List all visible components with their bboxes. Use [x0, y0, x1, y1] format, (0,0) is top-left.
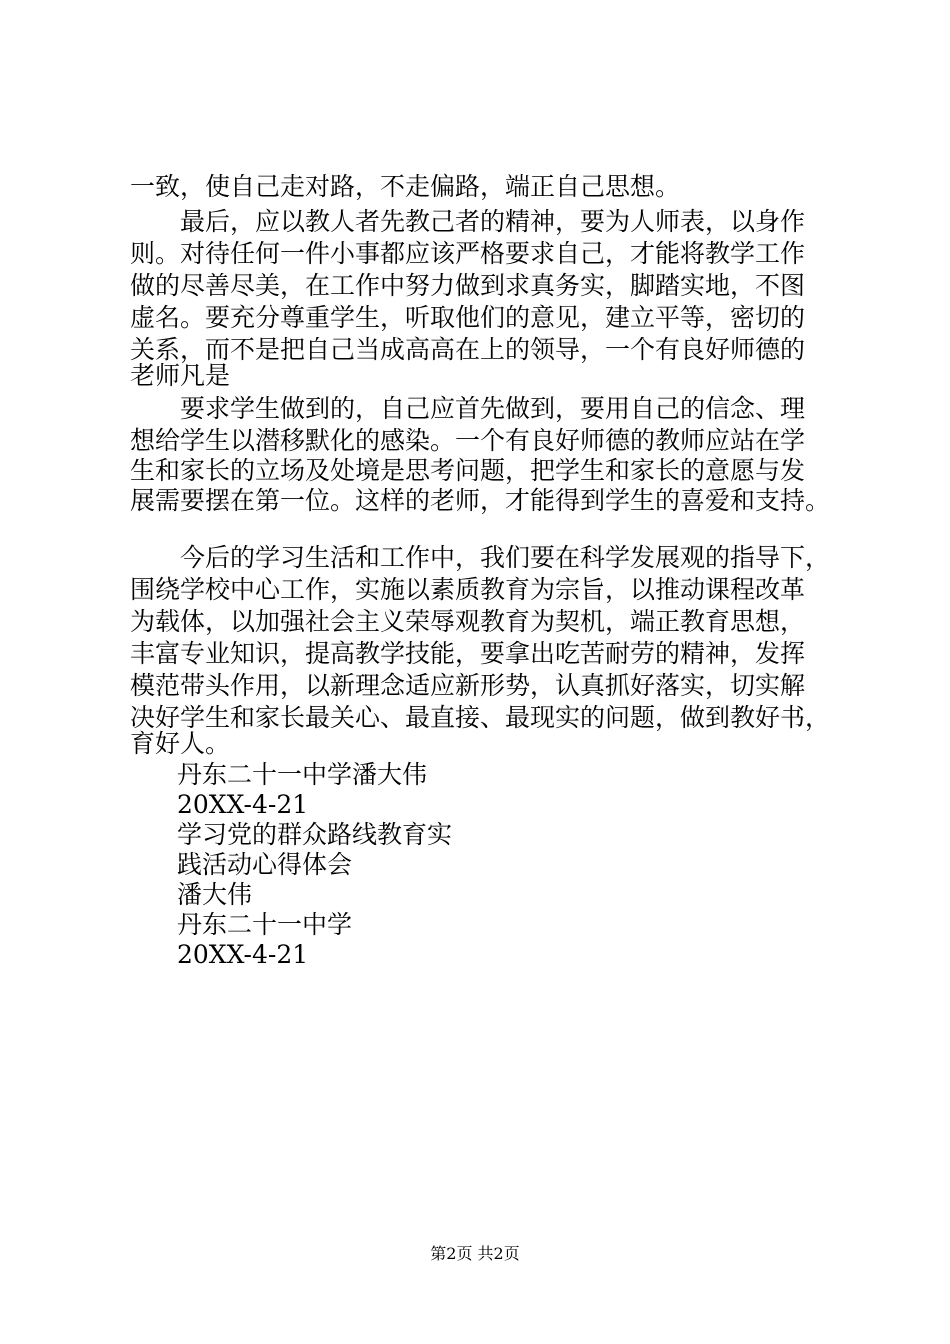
- paragraph-line: 围绕学校中心工作，实施以素质教育为宗旨，以推动课程改革: [130, 575, 806, 604]
- paragraph-line: 关系，而不是把自己当成高高在上的领导，一个有良好师德的: [130, 335, 806, 364]
- signature-title-line: 学习党的群众路线教育实: [177, 820, 453, 849]
- signature-author: 潘大伟: [177, 880, 253, 909]
- signature-title-line: 践活动心得体会: [177, 850, 353, 879]
- signature-date: 20XX-4-21: [177, 790, 309, 819]
- signature-date: 20XX-4-21: [177, 940, 309, 969]
- paragraph-line: 育好人。: [130, 729, 231, 758]
- paragraph-line: 模范带头作用，以新理念适应新形势，认真抓好落实，切实解: [130, 671, 806, 700]
- paragraph-line: 为载体，以加强社会主义荣辱观教育为契机，端正教育思想，: [130, 607, 806, 636]
- paragraph-line: 一致，使自己走对路，不走偏路，端正自己思想。: [130, 172, 681, 201]
- page-number-footer: 第2页 共2页: [430, 1244, 520, 1263]
- signature-school: 丹东二十一中学: [177, 910, 353, 939]
- paragraph-line: 要求学生做到的，自己应首先做到，要用自己的信念、理: [180, 394, 806, 423]
- paragraph-line: 做的尽善尽美，在工作中努力做到求真务实，脚踏实地，不图: [130, 271, 806, 300]
- signature-author-school: 丹东二十一中学潘大伟: [177, 760, 428, 789]
- paragraph-line: 生和家长的立场及处境是思考问题，把学生和家长的意愿与发: [130, 456, 806, 485]
- paragraph-line: 决好学生和家长最关心、最直接、最现实的问题，做到教好书，: [130, 703, 831, 732]
- paragraph-line: 虚名。要充分尊重学生，听取他们的意见，建立平等，密切的: [130, 303, 806, 332]
- paragraph-line: 则。对待任何一件小事都应该严格要求自己，才能将教学工作: [130, 239, 806, 268]
- paragraph-line: 想给学生以潜移默化的感染。一个有良好师德的教师应站在学: [130, 426, 806, 455]
- paragraph-line: 最后，应以教人者先教己者的精神，要为人师表，以身作: [180, 207, 806, 236]
- paragraph-line: 丰富专业知识，提高教学技能，要拿出吃苦耐劳的精神，发挥: [130, 639, 806, 668]
- paragraph-line: 今后的学习生活和工作中，我们要在科学发展观的指导下，: [180, 543, 831, 572]
- paragraph-line: 展需要摆在第一位。这样的老师，才能得到学生的喜爱和支持。: [130, 486, 831, 515]
- paragraph-line: 老师凡是: [130, 361, 231, 390]
